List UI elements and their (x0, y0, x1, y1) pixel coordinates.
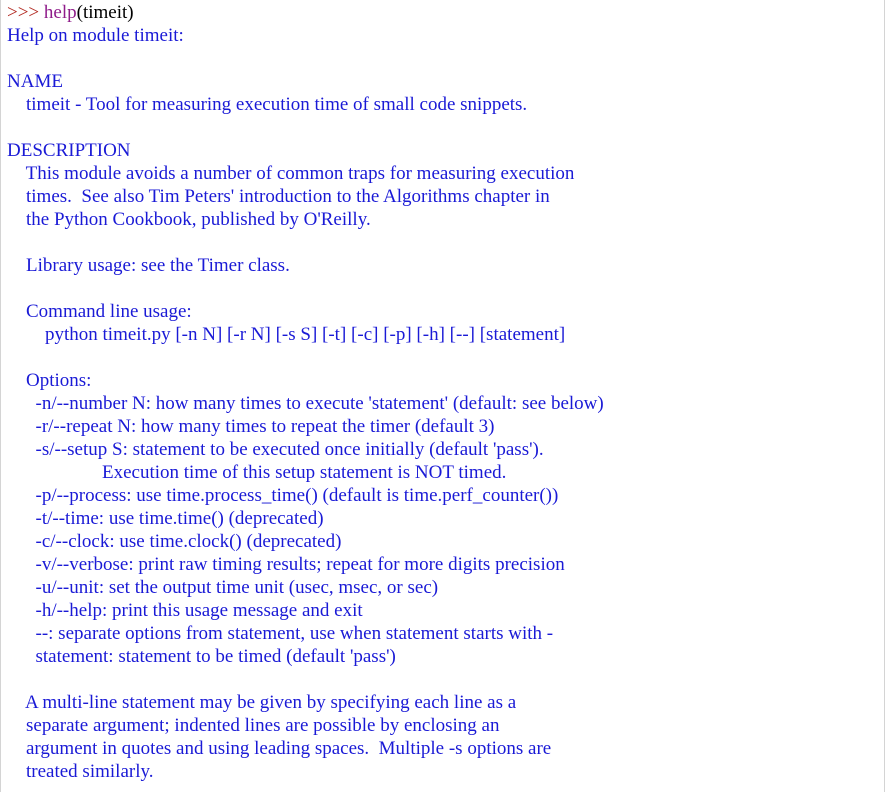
help-line: --: separate options from statement, use when statement starts with - (7, 623, 554, 644)
prompt-marker: >>> (7, 2, 44, 23)
builtin-function: help (43, 2, 77, 23)
help-line: statement: statement to be timed (default 'pass') (7, 646, 396, 667)
help-line (7, 346, 884, 369)
help-line (7, 116, 884, 139)
help-line: -r/--repeat N: how many times to repeat the timer (default 3) (7, 416, 495, 437)
help-line: separate argument; indented lines are possible by enclosing an (7, 715, 500, 736)
help-line: -u/--unit: set the output time unit (usec, msec, or sec) (7, 577, 439, 598)
help-line: Help on module timeit: (7, 25, 184, 46)
help-line: A multi-line statement may be given by specifying each line as a (7, 692, 517, 713)
help-line: This module avoids a number of common traps for measuring execution (7, 163, 575, 184)
help-line: -s/--setup S: statement to be executed once initially (default 'pass'). (7, 439, 544, 460)
help-line: treated similarly. (7, 761, 154, 782)
help-line: timeit - Tool for measuring execution time of small code snippets. (7, 94, 528, 115)
call-arguments: (timeit) (76, 2, 134, 23)
help-line: -t/--time: use time.time() (deprecated) (7, 508, 324, 529)
help-line: times. See also Tim Peters' introduction to the Algorithms chapter in (7, 186, 550, 207)
prompt-line (7, 1, 884, 24)
help-output (7, 24, 884, 783)
help-line: argument in quotes and using leading spaces. Multiple -s options are (7, 738, 552, 759)
help-line: -c/--clock: use time.clock() (deprecated) (7, 531, 342, 552)
help-line: -n/--number N: how many times to execute 'statement' (default: see below) (7, 393, 604, 414)
help-line: Options: (7, 370, 92, 391)
shell-text (7, 0, 884, 783)
help-line (7, 668, 884, 691)
help-line: the Python Cookbook, published by O'Reilly. (7, 209, 371, 230)
help-line (7, 47, 884, 70)
help-line: DESCRIPTION (7, 140, 131, 161)
help-line: Command line usage: (7, 301, 192, 322)
help-line: -v/--verbose: print raw timing results; repeat for more digits precision (7, 554, 565, 575)
help-line (7, 231, 884, 254)
help-line: Library usage: see the Timer class. (7, 255, 290, 276)
help-line: Execution time of this setup statement is NOT timed. (7, 462, 507, 483)
help-line: -p/--process: use time.process_time() (default is time.perf_counter()) (7, 485, 559, 506)
help-line: python timeit.py [-n N] [-r N] [-s S] [-t] [-c] [-p] [-h] [--] [statement] (7, 324, 566, 345)
help-line (7, 277, 884, 300)
help-line: NAME (7, 71, 63, 92)
help-line: -h/--help: print this usage message and exit (7, 600, 363, 621)
